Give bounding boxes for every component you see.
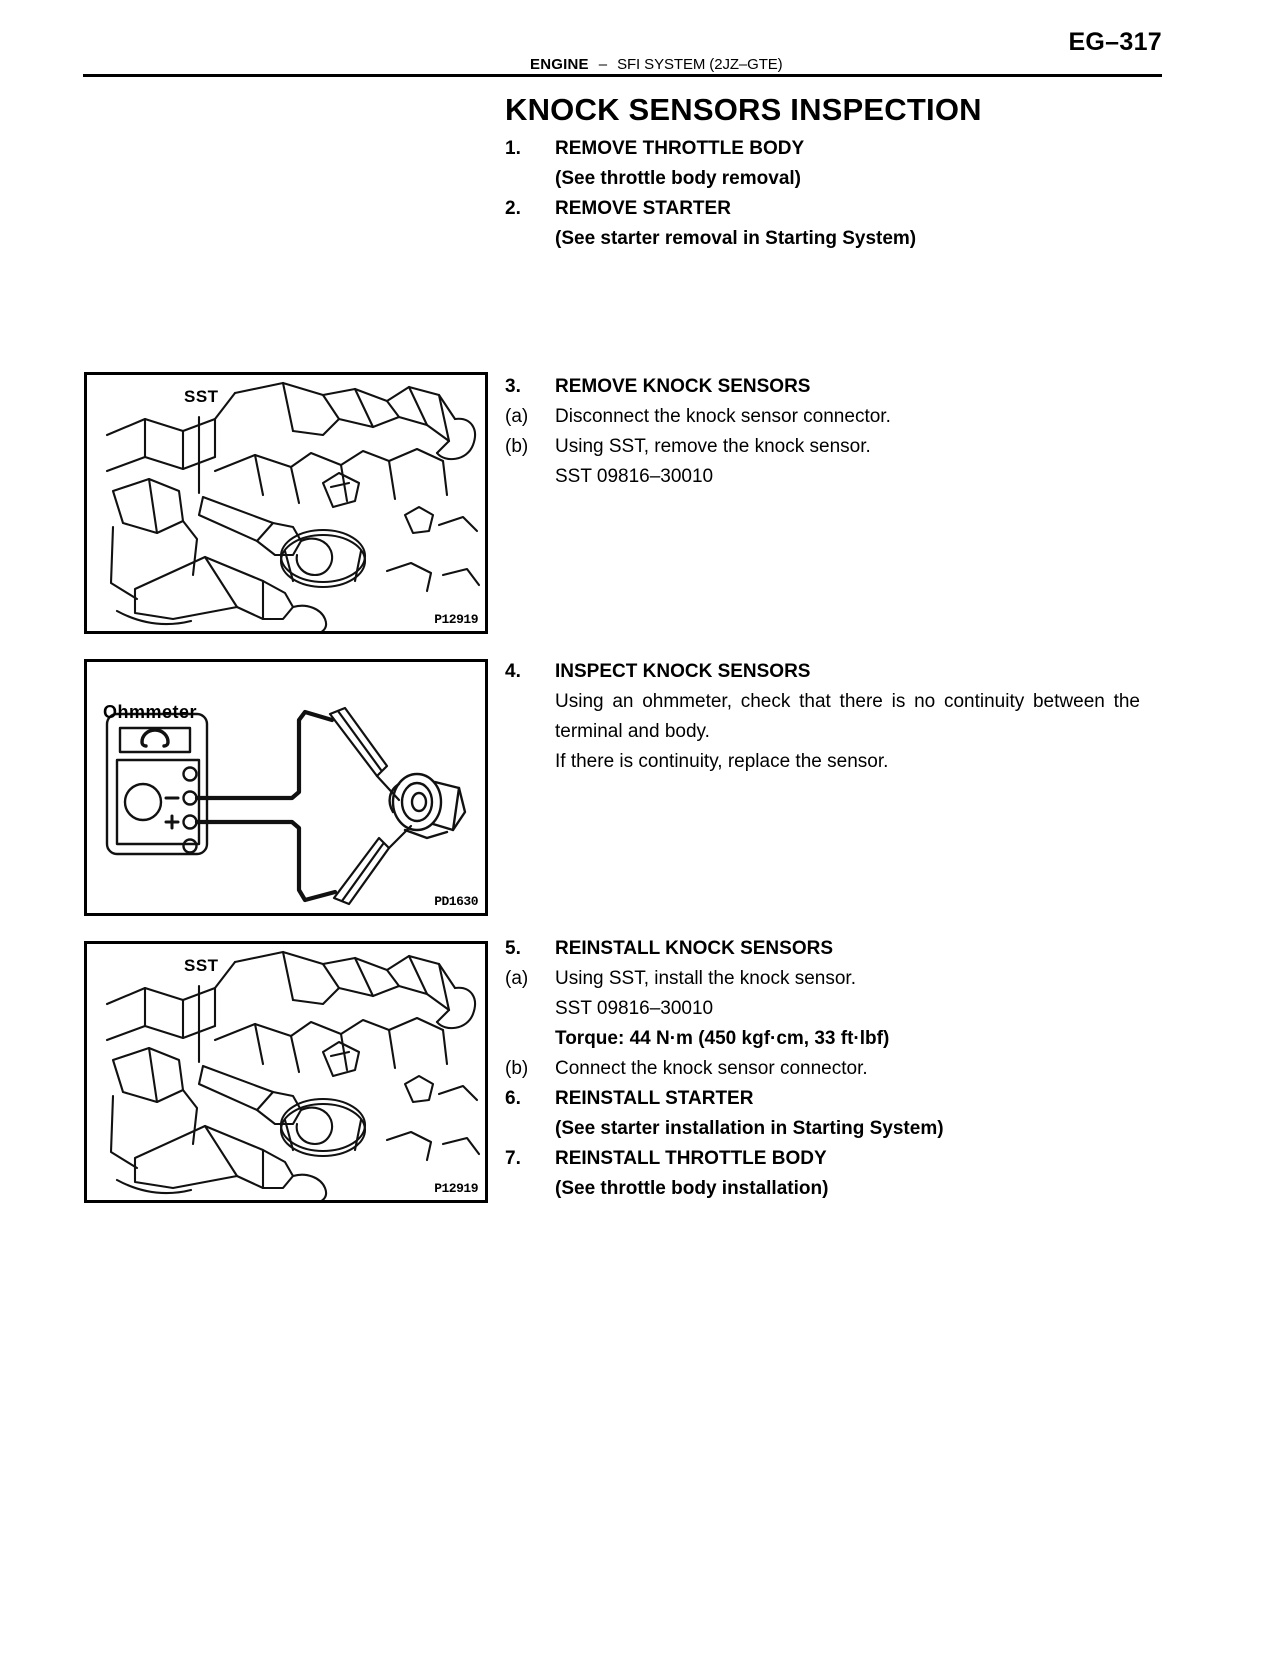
figure-ohmmeter-check <box>84 659 488 916</box>
step-6-subtext: (See starter installation in Starting System) <box>555 1118 944 1139</box>
step-1 <box>505 134 1145 164</box>
step-3b <box>505 432 1145 462</box>
figure-remove-knock-sensor <box>84 372 488 634</box>
step-2-heading: REMOVE STARTER <box>555 198 731 219</box>
step-3-marker: 3. <box>505 376 521 397</box>
step-5b-marker: (b) <box>505 1058 529 1079</box>
step-7-marker: 7. <box>505 1148 521 1169</box>
step-5-heading: REINSTALL KNOCK SENSORS <box>555 938 833 959</box>
figure-1-artwork <box>87 375 485 631</box>
step-5b <box>505 1054 1165 1084</box>
step-5b-text: Connect the knock sensor connector. <box>555 1058 868 1079</box>
step-4-paragraph: Using an ohmmeter, check that there is no continuity between the terminal and body. <box>555 691 1140 742</box>
figure-1-code: P12919 <box>434 612 478 627</box>
figure-2-artwork <box>87 662 485 913</box>
page-number: EG–317 <box>1068 28 1162 56</box>
breadcrumb <box>530 56 783 73</box>
step-6-marker: 6. <box>505 1088 521 1109</box>
step-2-marker: 2. <box>505 198 521 219</box>
step-5a-marker: (a) <box>505 968 529 989</box>
step-5a <box>505 964 1165 994</box>
step-3a-text: Disconnect the knock sensor connector. <box>555 406 891 427</box>
step-1-marker: 1. <box>505 138 521 159</box>
step-3-sst-number: SST 09816–30010 <box>555 466 714 487</box>
step-5 <box>505 934 1165 964</box>
step-3b-text: Using SST, remove the knock sensor. <box>555 436 871 457</box>
step-7-heading: REINSTALL THROTTLE BODY <box>555 1148 827 1169</box>
breadcrumb-system: SFI SYSTEM (2JZ–GTE) <box>617 56 783 73</box>
step-5-marker: 5. <box>505 938 521 959</box>
step-4 <box>505 657 1145 687</box>
step-5-block <box>505 934 1165 1204</box>
figure-1-label-sst: SST <box>184 387 219 406</box>
figure-2-label-ohmmeter: Ohmmeter <box>103 702 198 722</box>
engine-sst-diagram-icon <box>87 375 485 631</box>
breadcrumb-separator: – <box>598 56 608 73</box>
step-4-heading: INSPECT KNOCK SENSORS <box>555 661 811 682</box>
step-2-subtext: (See starter removal in Starting System) <box>555 228 917 249</box>
step-6-heading: REINSTALL STARTER <box>555 1088 754 1109</box>
figure-reinstall-knock-sensor <box>84 941 488 1203</box>
step-4-block <box>505 657 1145 777</box>
step-3-heading: REMOVE KNOCK SENSORS <box>555 376 811 397</box>
figure-3-label-sst: SST <box>184 956 219 975</box>
step-3 <box>505 372 1145 402</box>
step-7-subtext: (See throttle body installation) <box>555 1178 829 1199</box>
page-header <box>0 0 1280 78</box>
steps-intro <box>505 134 1145 254</box>
step-3a <box>505 402 1145 432</box>
step-4-marker: 4. <box>505 661 521 682</box>
step-3b-marker: (b) <box>505 436 529 457</box>
step-4-paragraph-tail: If there is continuity, replace the sensor. <box>555 751 889 772</box>
figure-3-code: P12919 <box>434 1181 478 1196</box>
step-7 <box>505 1144 1165 1174</box>
engine-sst-install-diagram-icon <box>87 944 485 1200</box>
ohmmeter-diagram-icon <box>87 662 485 913</box>
step-3-block <box>505 372 1145 492</box>
figure-2-code: PD1630 <box>434 894 478 909</box>
step-5-torque-spec: Torque: 44 N·m (450 kgf·cm, 33 ft·lbf) <box>555 1028 890 1049</box>
step-2 <box>505 194 1145 224</box>
step-1-subtext: (See throttle body removal) <box>555 168 801 189</box>
breadcrumb-section: ENGINE <box>530 56 589 73</box>
step-1-heading: REMOVE THROTTLE BODY <box>555 138 805 159</box>
step-5a-text: Using SST, install the knock sensor. <box>555 968 856 989</box>
figure-3-artwork <box>87 944 485 1200</box>
step-5-sst-number: SST 09816–30010 <box>555 998 714 1019</box>
step-3a-marker: (a) <box>505 406 529 427</box>
header-rule <box>83 74 1162 77</box>
page-title: KNOCK SENSORS INSPECTION <box>505 92 982 127</box>
step-6 <box>505 1084 1165 1114</box>
